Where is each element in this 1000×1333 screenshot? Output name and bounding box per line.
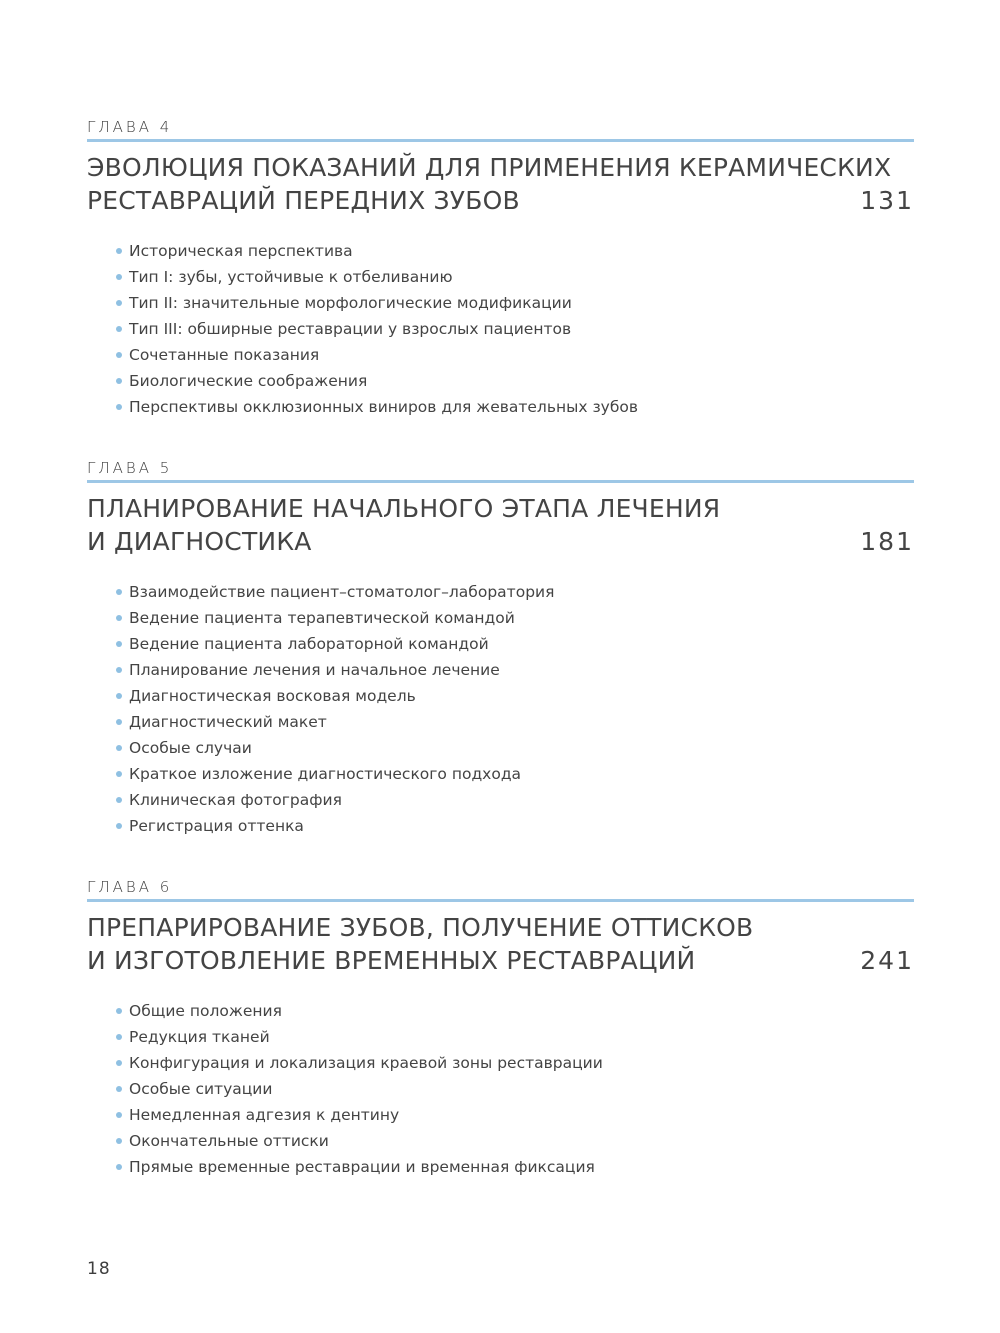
topic-item[interactable] [116,683,914,709]
topic-text: Биологические соображения [129,372,368,390]
topic-item[interactable] [116,238,914,264]
topic-text: Перспективы окклюзионных виниров для жевательных зубов [129,398,639,416]
topic-text: Редукция тканей [129,1028,270,1046]
chapter-title-row [87,492,914,558]
topic-text: Прямые временные реставрации и временная фиксация [129,1158,595,1176]
bullet-icon [116,797,122,803]
topic-item[interactable] [116,1102,914,1128]
topic-item[interactable] [116,264,914,290]
topic-text: Тип II: значительные морфологические модификации [129,294,572,312]
bullet-icon [116,1060,122,1066]
topic-item[interactable] [116,342,914,368]
topic-text: Ведение пациента лабораторной командой [129,635,489,653]
topic-text: Историческая перспектива [129,242,353,260]
chapter-6 [87,878,914,1180]
topic-item[interactable] [116,709,914,735]
chapter-5 [87,459,914,839]
topic-item[interactable] [116,605,914,631]
bullet-icon [116,719,122,725]
topic-item[interactable] [116,787,914,813]
topic-item[interactable] [116,1128,914,1154]
bullet-icon [116,1112,122,1118]
chapter-title-row [87,911,914,977]
chapter-title-line: И ИЗГОТОВЛЕНИЕ ВРЕМЕННЫХ РЕСТАВРАЦИЙ [87,946,696,975]
chapter-divider [87,899,914,902]
topic-item[interactable] [116,316,914,342]
chapter-title [87,911,914,977]
bullet-icon [116,589,122,595]
topic-item[interactable] [116,394,914,420]
bullet-icon [116,1034,122,1040]
chapter-title-line: ЭВОЛЮЦИЯ ПОКАЗАНИЙ ДЛЯ ПРИМЕНЕНИЯ КЕРАМИЧЕСКИХ [87,153,892,182]
topic-text: Тип I: зубы, устойчивые к отбеливанию [129,268,453,286]
bullet-icon [116,300,122,306]
topic-item[interactable] [116,631,914,657]
chapter-title-line: РЕСТАВРАЦИЙ ПЕРЕДНИХ ЗУБОВ [87,186,520,215]
chapter-page-number[interactable]: 241 [860,946,914,975]
topic-text: Тип III: обширные реставрации у взрослых пациентов [129,320,572,338]
bullet-icon [116,352,122,358]
chapter-title-line: ПЛАНИРОВАНИЕ НАЧАЛЬНОГО ЭТАПА ЛЕЧЕНИЯ [87,494,721,523]
topic-item[interactable] [116,998,914,1024]
bullet-icon [116,1164,122,1170]
topic-item[interactable] [116,761,914,787]
bullet-icon [116,404,122,410]
chapter-page-number[interactable]: 131 [860,186,914,215]
bullet-icon [116,667,122,673]
topic-item[interactable] [116,579,914,605]
topic-text: Регистрация оттенка [129,817,304,835]
bullet-icon [116,1138,122,1144]
page-number: 18 [87,1259,111,1279]
bullet-icon [116,378,122,384]
topic-item[interactable] [116,1050,914,1076]
bullet-icon [116,1008,122,1014]
topic-text: Краткое изложение диагностического подхода [129,765,522,783]
topic-text: Особые случаи [129,739,252,757]
bullet-icon [116,1086,122,1092]
topic-list [116,998,914,1180]
topic-list [116,238,914,420]
bullet-icon [116,274,122,280]
bullet-icon [116,641,122,647]
chapter-title [87,492,914,558]
topic-item[interactable] [116,813,914,839]
chapter-title-line: И ДИАГНОСТИКА [87,527,312,556]
topic-text: Диагностическая восковая модель [129,687,416,705]
chapter-title-row [87,151,914,217]
topic-text: Планирование лечения и начальное лечение [129,661,500,679]
chapter-4 [87,118,914,420]
topic-text: Конфигурация и локализация краевой зоны реставрации [129,1054,603,1072]
bullet-icon [116,615,122,621]
bullet-icon [116,326,122,332]
chapter-label: ГЛАВА 5 [87,459,173,477]
topic-item[interactable] [116,1154,914,1180]
topic-text: Клиническая фотография [129,791,342,809]
topic-item[interactable] [116,657,914,683]
topic-item[interactable] [116,290,914,316]
chapter-label: ГЛАВА 6 [87,878,173,896]
chapter-title [87,151,914,217]
chapter-divider [87,480,914,483]
topic-text: Общие положения [129,1002,282,1020]
bullet-icon [116,745,122,751]
chapter-page-number[interactable]: 181 [860,527,914,556]
topic-item[interactable] [116,368,914,394]
topic-text: Особые ситуации [129,1080,273,1098]
topic-list [116,579,914,839]
topic-text: Диагностический макет [129,713,327,731]
topic-text: Немедленная адгезия к дентину [129,1106,400,1124]
topic-item[interactable] [116,735,914,761]
chapter-title-line: ПРЕПАРИРОВАНИЕ ЗУБОВ, ПОЛУЧЕНИЕ ОТТИСКОВ [87,913,754,942]
topic-item[interactable] [116,1076,914,1102]
topic-item[interactable] [116,1024,914,1050]
topic-text: Ведение пациента терапевтической командой [129,609,515,627]
topic-text: Взаимодействие пациент–стоматолог–лаборатория [129,583,555,601]
topic-text: Окончательные оттиски [129,1132,329,1150]
bullet-icon [116,248,122,254]
bullet-icon [116,823,122,829]
chapter-label: ГЛАВА 4 [87,118,173,136]
bullet-icon [116,693,122,699]
topic-text: Сочетанные показания [129,346,320,364]
chapter-divider [87,139,914,142]
bullet-icon [116,771,122,777]
